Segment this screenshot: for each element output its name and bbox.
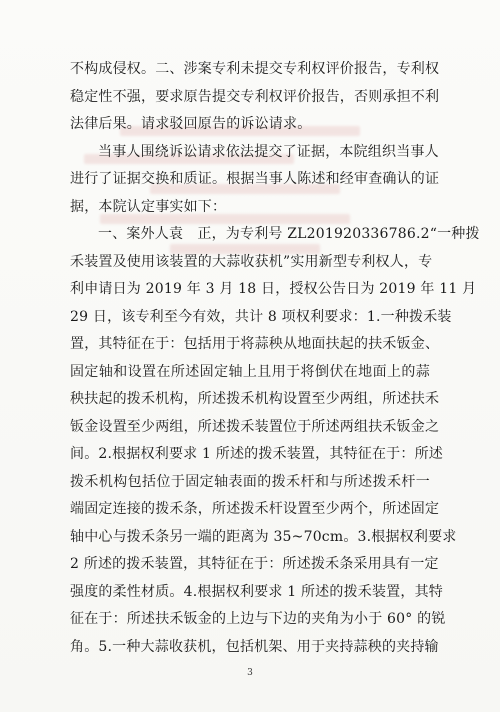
text-line: 秧扶起的拨禾机构，所述拨禾机构设置至少两组，所述扶禾 — [70, 391, 440, 407]
text-line: 拨禾机构包括位于固定轴表面的拨禾杆和与所述拨禾杆一 — [70, 473, 430, 490]
text-line: 当事人围绕诉讼请求依法提交了证据，本院组织当事人 — [98, 143, 439, 160]
page-number: 3 — [247, 668, 253, 678]
text-line: 29 日，该专利至今有效，共计 8 项权利要求：1.一种拨禾装 — [70, 308, 452, 325]
text-line: 稳定性不强，要求原告提交专利权评价报告，否则承担不利 — [70, 88, 440, 105]
text-line: 强度的柔性材质。4.根据权利要求 1 所述的拨禾装置，其特 — [70, 583, 443, 600]
text-line: 进行了证据交换和质证。根据当事人陈述和经审查确认的证 — [70, 171, 440, 187]
text-line: 间。2.根据权利要求 1 所述的拨禾装置，其特征在于：所述 — [70, 446, 443, 462]
text-line: 角。5.一种大蒜收获机，包括机架、用于夹持蒜秧的夹持输 — [70, 638, 439, 655]
text-line: 轴中心与拨禾条另一端的距离为 35~70cm。3.根据权利要求 — [70, 528, 457, 545]
body-text — [70, 56, 480, 661]
text-line: 据，本院认定事实如下： — [70, 198, 227, 215]
text-line: 钣金设置至少两组，所述拨禾装置位于所述两组扶禾钣金之 — [70, 418, 440, 435]
text-line: 法律后果。请求驳回原告的诉讼请求。 — [70, 116, 312, 132]
text-line: 端固定连接的拨禾条，所述拨禾杆设置至少两个，所述固定 — [70, 501, 440, 517]
text-line: 一、案外人袁 正，为专利号 ZL201920336786.2“一种拨 — [98, 226, 480, 242]
text-line: 利申请日为 2019 年 3 月 18 日，授权公告日为 2019 年 11 月 — [70, 281, 477, 297]
text-line: 2 所述的拨禾装置，其特征在于：所述拨禾条采用具有一定 — [70, 556, 439, 572]
text-line: 固定轴和设置在所述固定轴上且用于将倒伏在地面上的蒜 — [70, 363, 430, 380]
text-line: 不构成侵权。二、涉案专利未提交专利权评价报告，专利权 — [70, 61, 440, 77]
text-line: 禾装置及使用该装置的大蒜收获机”实用新型专利权人，专 — [70, 253, 433, 270]
text-line: 征在于：所述扶禾钣金的上边与下边的夹角为小于 60° 的锐 — [70, 611, 446, 627]
text-line: 置，其特征在于：包括用于将蒜秧从地面扶起的扶禾钣金、 — [70, 336, 440, 352]
